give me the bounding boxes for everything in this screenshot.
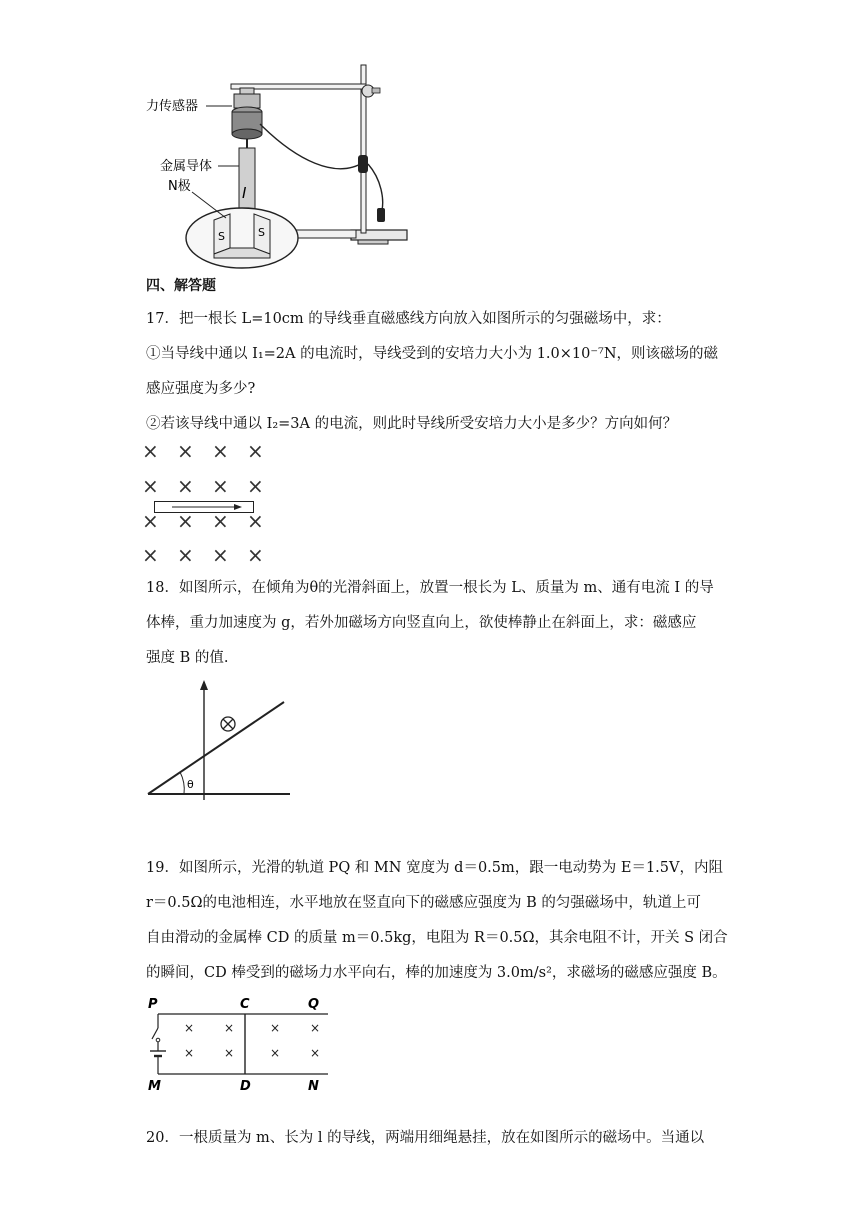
field-cross-icon: × [177,543,194,567]
field-cross-icon: × [310,1046,321,1060]
field-cross-icon: × [247,543,264,567]
section-heading: 四、解答题 [146,278,216,294]
field-cross-icon: × [184,1046,195,1060]
field-cross-icon: × [142,439,159,463]
incline-figure [144,676,294,804]
stand-foot [358,240,388,244]
field-cross-icon: × [142,509,159,533]
field-cross-icon: × [177,509,194,533]
magnet-ellipse [186,208,298,268]
label-C: C [240,997,250,1012]
q17-line-4: ②若该导线中通以 I₂=3A 的电流，则此时导线所受安培力大小是多少？方向如何？ [146,416,678,432]
apparatus-figure [146,60,416,270]
current-label: I [242,184,247,202]
switch-S [152,1028,158,1039]
up-arrow-icon [200,680,208,690]
rail-circuit-figure [144,994,334,1094]
current-arrow-icon [234,504,242,510]
q19-line-4: 的瞬间，CD 棒受到的磁场力水平向右，棒的加速度为 3.0m/s²，求磁场的磁感应强度 B。 [146,965,727,981]
wire-figure [154,500,254,514]
q19-line-1: 19．如图所示，光滑的轨道 PQ 和 MN 宽度为 d＝0.5m，跟一电动势为 E＝1.5V，内阻 [146,860,723,876]
field-cross-icon: × [212,543,229,567]
s-pole-label-1: S [218,230,225,243]
q17-line-3: 感应强度为多少? [146,381,256,397]
q19-line-2: r＝0.5Ω的电池相连，水平地放在竖直向下的磁感应强度为 B 的匀强磁场中，轨道上可 [146,895,701,911]
sensor-cable [260,124,364,169]
q18-line-1: 18．如图所示，在倾角为θ的光滑斜面上，放置一根长为 L、质量为 m、通有电流 I 的导 [146,580,714,596]
field-cross-icon: × [270,1046,281,1060]
field-cross-icon: × [224,1046,235,1060]
q18-line-3: 强度 B 的值. [146,650,229,666]
label-Q: Q [308,997,320,1012]
q19-line-3: 自由滑动的金属棒 CD 的质量 m＝0.5kg，电阻为 R＝0.5Ω，其余电阻不计，开关 S 闭合 [146,930,728,946]
label-D: D [240,1079,251,1094]
field-cross-icon: × [247,439,264,463]
stand-clip [358,155,368,173]
conductor-label: 金属导体 [160,159,213,174]
label-M: M [148,1079,161,1094]
field-cross-icon: × [184,1021,195,1035]
npole-label: N极 [168,179,191,194]
incline-line [148,702,284,794]
field-cross-icon: × [270,1021,281,1035]
field-cross-icon: × [247,509,264,533]
field-cross-icon: × [212,509,229,533]
magnetic-field-figure [142,440,272,568]
field-cross-icon: × [142,543,159,567]
field-cross-icon: × [224,1021,235,1035]
label-N: N [308,1079,319,1094]
current-into-page-icon [221,717,235,731]
field-cross-icon: × [247,474,264,498]
field-cross-icon: × [177,474,194,498]
theta-label: θ [187,778,194,791]
field-cross-icon: × [142,474,159,498]
q17-line-1: 17．把一根长 L=10cm 的导线垂直磁感线方向放入如图所示的匀强磁场中，求： [146,311,671,327]
q18-line-2: 体棒，重力加速度为 g，若外加磁场方向竖直向上，欲使棒静止在斜面上，求：磁感应 [146,615,697,631]
stand-base [351,230,407,240]
field-cross-icon: × [212,474,229,498]
q17-line-2: ①当导线中通以 I₁=2A 的电流时，导线受到的安培力大小为 1.0×10⁻⁷N，则该磁场的磁 [146,346,719,362]
sensor-label: 力传感器 [146,99,199,114]
field-cross-icon: × [212,439,229,463]
q20-line-1: 20．一根质量为 m、长为 l 的导线，两端用细绳悬挂，放在如图所示的磁场中。当通以 [146,1130,705,1146]
s-pole-label-2: S [258,226,265,239]
field-cross-icon: × [310,1021,321,1035]
label-P: P [148,997,158,1012]
field-cross-icon: × [177,439,194,463]
